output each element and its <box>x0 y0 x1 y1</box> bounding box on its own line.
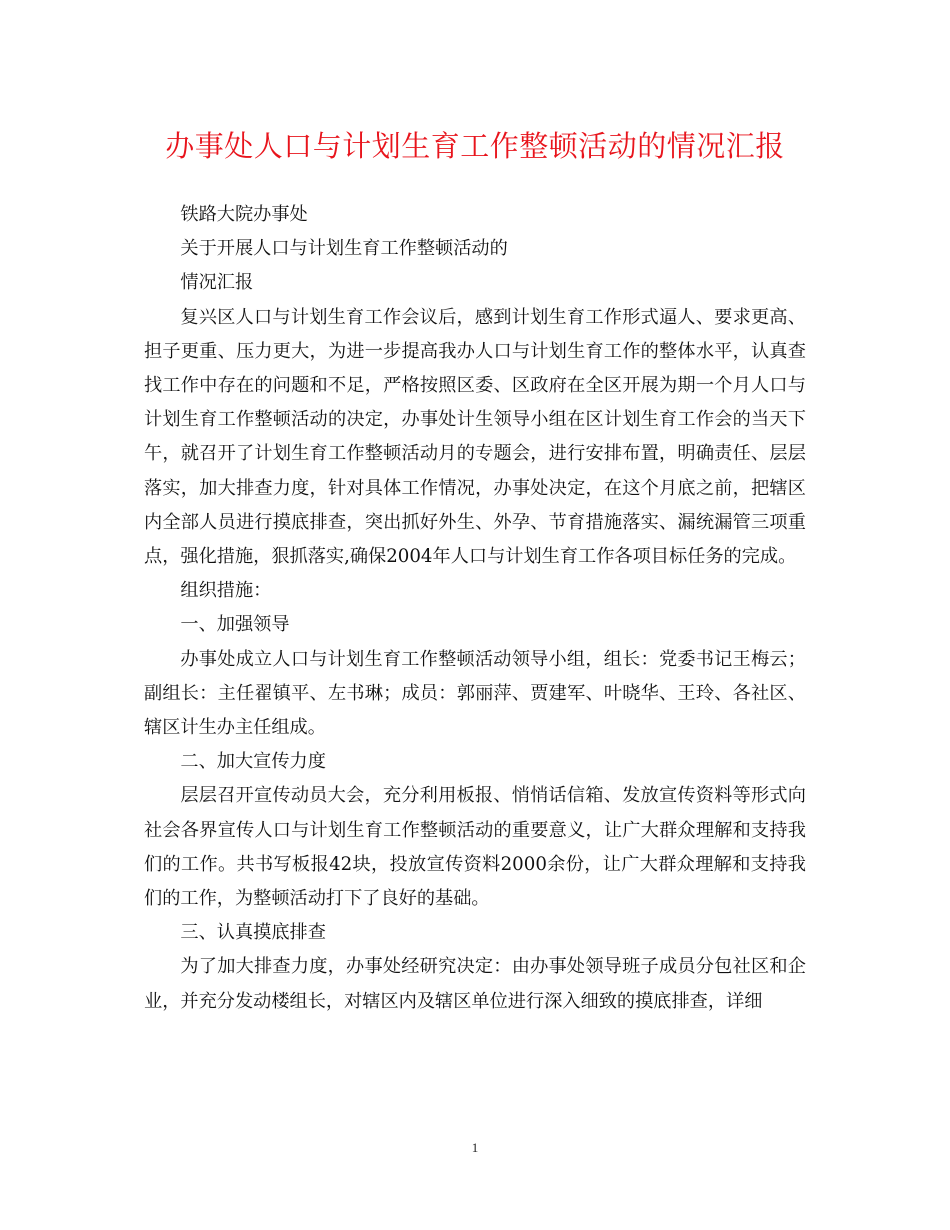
paragraph-intro: 复兴区人口与计划生育工作会议后，感到计划生育工作形式逼人、要求更高、担子更重、压力更大，为进一步提高我办人口与计划生育工作的整体水平，认真查找工作中存在的问题和不足，严格按照区委、区政府在全区开展为期一个月人口与计划生育工作整顿活动的决定，办事处计生领导小组在区计划生育工作会的当天下午，就召开了计划生育工作整顿活动月的专题会，进行安排布置，明确责任、层层落实，加大排查力度，针对具体工作情况，办事处决定，在这个月底之前，把辖区内全部人员进行摸底排查，突出抓好外生、外孕、节育措施落实、漏统漏管三项重点，强化措施，狠抓落实,确保2004年人口与计划生育工作各项目标任务的完成。 <box>144 306 806 568</box>
paragraph-measures-heading: 组织措施： <box>180 580 272 602</box>
paragraph-survey: 为了加大排查力度，办事处经研究决定：由办事处领导班子成员分包社区和企业，并充分发动楼组长，对辖区内及辖区单位进行深入细致的摸底排查，详细 <box>144 956 806 1012</box>
paragraph-leadership: 办事处成立人口与计划生育工作整顿活动领导小组，组长：党委书记王梅云；副组长：主任翟镇平、左书琳；成员：郭丽萍、贾建军、叶晓华、王玲、各社区、辖区计生办主任组成。 <box>144 648 806 739</box>
section-heading-publicity: 二、加大宣传力度 <box>180 751 326 773</box>
document-body <box>144 198 806 1019</box>
section-heading-leadership: 一、加强领导 <box>180 614 290 636</box>
section-heading-survey: 三、认真摸底排查 <box>180 922 326 944</box>
paragraph-publicity: 层层召开宣传动员大会，充分利用板报、悄悄话信箱、发放宣传资料等形式向社会各界宣传人口与计划生育工作整顿活动的重要意义，让广大群众理解和支持我们的工作。共书写板报42块，投放宣传资料2000余份，让广大群众理解和支持我们的工作，为整顿活动打下了良好的基础。 <box>144 785 806 910</box>
page-number: 1 <box>471 1140 479 1155</box>
paragraph-report-subject: 关于开展人口与计划生育工作整顿活动的 <box>180 238 508 260</box>
paragraph-office-name: 铁路大院办事处 <box>180 204 308 225</box>
document-title: 办事处人口与计划生育工作整顿活动的情况汇报 <box>165 129 785 163</box>
paragraph-report-label: 情况汇报 <box>180 272 254 294</box>
